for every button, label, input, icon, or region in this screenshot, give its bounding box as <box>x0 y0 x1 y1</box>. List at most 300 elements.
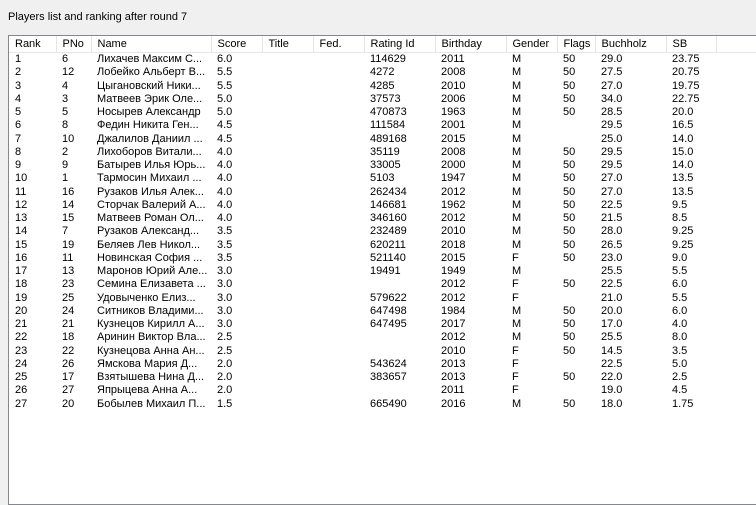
cell-name: Лобейко Альберт В... <box>97 66 206 79</box>
cell-rank: 15 <box>15 238 28 251</box>
cell-pno: 24 <box>62 304 75 317</box>
cell-title <box>262 239 313 252</box>
cell-filler <box>716 53 756 67</box>
column-header-rank[interactable]: Rank <box>9 36 56 53</box>
cell-rating-id: 37573 <box>370 92 401 105</box>
cell-pno: 20 <box>62 397 75 410</box>
cell-pno: 27 <box>62 384 75 397</box>
cell-gender: F <box>512 357 519 370</box>
cell-name: Ситников Владими... <box>97 304 204 317</box>
cell-rating-id: 647498 <box>370 304 407 317</box>
cell-flags: 50 <box>563 225 576 238</box>
cell-score: 4.0 <box>217 212 233 225</box>
cell-fed <box>313 106 364 119</box>
cell-score: 4.0 <box>217 172 233 185</box>
column-header-buchholz[interactable]: Buchholz <box>595 36 666 53</box>
cell-buchholz: 34.0 <box>601 92 623 105</box>
cell-gender: M <box>512 265 522 278</box>
cell-flags <box>557 292 595 305</box>
cell-gender: M <box>512 212 522 225</box>
cell-sb: 1.75 <box>672 397 694 410</box>
cell-birthday: 2008 <box>441 145 466 158</box>
cell-gender: M <box>512 79 522 92</box>
cell-filler <box>716 133 756 146</box>
cell-rating-id: 35119 <box>370 145 400 158</box>
cell-rank: 4 <box>15 92 22 105</box>
cell-score: 3.0 <box>217 278 233 291</box>
column-header-gender[interactable]: Gender <box>506 36 557 53</box>
cell-rank: 16 <box>15 251 28 264</box>
cell-title <box>262 331 313 344</box>
cell-filler <box>716 159 756 172</box>
cell-name: Бобылев Михаил П... <box>97 397 206 410</box>
cell-filler <box>716 318 756 331</box>
cell-title <box>262 305 313 318</box>
cell-birthday: 1962 <box>441 198 466 211</box>
cell-rating-id: 543624 <box>370 357 407 370</box>
column-header-sb[interactable]: SB <box>666 36 716 53</box>
cell-buchholz: 20.0 <box>601 304 623 317</box>
cell-score: 3.0 <box>217 291 233 304</box>
cell-birthday: 2011 <box>441 384 465 397</box>
cell-gender: M <box>512 132 522 145</box>
cell-score: 3.5 <box>217 225 233 238</box>
cell-rating-id: 146681 <box>370 198 407 211</box>
table-row[interactable] <box>9 106 756 119</box>
players-table <box>9 36 756 411</box>
cell-title <box>262 159 313 172</box>
cell-rating-id: 232489 <box>370 225 407 238</box>
cell-score: 5.0 <box>217 92 233 105</box>
cell-pno: 26 <box>62 357 75 370</box>
cell-buchholz: 27.5 <box>601 66 623 79</box>
table-row[interactable] <box>9 305 756 318</box>
cell-title <box>262 146 313 159</box>
cell-buchholz: 25.5 <box>601 265 623 278</box>
cell-gender: M <box>512 159 522 172</box>
cell-rating-id <box>364 384 435 397</box>
cell-rating-id: 33005 <box>370 159 401 172</box>
cell-filler <box>716 371 756 384</box>
cell-rating-id: 489168 <box>370 132 407 145</box>
cell-pno: 19 <box>62 238 75 251</box>
cell-fed <box>313 66 364 79</box>
cell-buchholz: 22.0 <box>601 371 623 384</box>
cell-flags: 50 <box>563 198 576 211</box>
cell-pno: 8 <box>62 119 69 132</box>
cell-fed <box>313 358 364 371</box>
cell-flags: 50 <box>563 53 576 66</box>
cell-buchholz: 27.0 <box>601 172 623 185</box>
cell-flags <box>557 265 595 278</box>
cell-birthday: 2010 <box>441 225 466 238</box>
cell-buchholz: 27.0 <box>601 185 623 198</box>
cell-birthday: 2012 <box>441 291 466 304</box>
cell-rank: 23 <box>15 344 28 357</box>
cell-sb: 8.0 <box>672 331 688 344</box>
cell-filler <box>716 119 756 132</box>
cell-birthday: 2012 <box>441 278 466 291</box>
cell-pno: 7 <box>62 225 69 238</box>
table-row[interactable] <box>9 278 756 291</box>
cell-title <box>262 358 313 371</box>
table-row[interactable] <box>9 186 756 199</box>
cell-name: Взятышева Нина Д... <box>97 371 205 384</box>
cell-fed <box>313 239 364 252</box>
cell-filler <box>716 93 756 106</box>
cell-gender: M <box>512 198 522 211</box>
cell-birthday: 1949 <box>441 265 466 278</box>
cell-gender: M <box>512 185 522 198</box>
cell-pno: 4 <box>62 79 69 92</box>
cell-birthday: 2018 <box>441 238 466 251</box>
cell-gender: M <box>512 145 522 158</box>
cell-score: 3.0 <box>217 304 233 317</box>
cell-title <box>262 186 313 199</box>
table-row[interactable] <box>9 252 756 265</box>
cell-rank: 6 <box>15 119 22 132</box>
cell-flags: 50 <box>563 172 576 185</box>
table-row[interactable] <box>9 159 756 172</box>
column-header-fed[interactable]: Fed. <box>313 36 364 53</box>
cell-name: Лихоборов Витали... <box>97 145 202 158</box>
cell-filler <box>716 384 756 397</box>
table-row[interactable] <box>9 133 756 146</box>
table-row[interactable] <box>9 119 756 132</box>
cell-birthday: 2015 <box>441 132 466 145</box>
cell-flags: 50 <box>563 79 576 92</box>
cell-title <box>262 106 313 119</box>
cell-score: 4.0 <box>217 198 233 211</box>
cell-buchholz: 21.0 <box>601 291 623 304</box>
cell-gender: F <box>512 371 519 384</box>
cell-buchholz: 25.5 <box>601 331 623 344</box>
cell-sb: 6.0 <box>672 278 688 291</box>
cell-flags: 50 <box>563 185 576 198</box>
cell-rating-id: 262434 <box>370 185 407 198</box>
cell-score: 4.0 <box>217 159 233 172</box>
table-row[interactable] <box>9 93 756 106</box>
table-row[interactable] <box>9 199 756 212</box>
table-row[interactable] <box>9 371 756 384</box>
cell-filler <box>716 239 756 252</box>
cell-fed <box>313 252 364 265</box>
cell-gender: F <box>512 278 519 291</box>
table-row[interactable] <box>9 53 756 67</box>
cell-name: Рузаков Александ... <box>97 225 200 238</box>
cell-fed <box>313 384 364 397</box>
cell-pno: 5 <box>62 106 69 119</box>
cell-name: Новинская София ... <box>97 251 203 264</box>
cell-title <box>262 53 313 67</box>
cell-title <box>262 398 313 411</box>
cell-pno: 11 <box>62 251 74 264</box>
cell-pno: 2 <box>62 145 69 158</box>
table-row[interactable] <box>9 212 756 225</box>
cell-score: 2.5 <box>217 344 233 357</box>
cell-pno: 6 <box>62 53 69 66</box>
cell-filler <box>716 80 756 93</box>
cell-name: Матвеев Эрик Оле... <box>97 92 203 105</box>
cell-rating-id <box>364 331 435 344</box>
cell-pno: 23 <box>62 278 75 291</box>
cell-title <box>262 384 313 397</box>
cell-name: Федин Никита Ген... <box>97 119 199 132</box>
cell-score: 2.0 <box>217 384 233 397</box>
cell-flags: 50 <box>563 331 576 344</box>
cell-name: Кузнецова Анна Ан... <box>97 344 205 357</box>
cell-title <box>262 80 313 93</box>
cell-name: Носырев Александр <box>97 106 201 119</box>
table-row[interactable] <box>9 318 756 331</box>
cell-buchholz: 29.5 <box>601 145 623 158</box>
cell-sb: 9.25 <box>672 238 694 251</box>
cell-rank: 2 <box>15 66 22 79</box>
cell-flags: 50 <box>563 238 576 251</box>
cell-flags <box>557 133 595 146</box>
cell-title <box>262 371 313 384</box>
players-list[interactable] <box>8 35 756 505</box>
cell-birthday: 2012 <box>441 185 466 198</box>
cell-rating-id: 521140 <box>370 251 406 264</box>
cell-filler <box>716 358 756 371</box>
cell-name: Удовыченко Елиз... <box>97 291 196 304</box>
cell-sb: 5.5 <box>672 265 688 278</box>
cell-name: Тармосин Михаил ... <box>97 172 202 185</box>
cell-fed <box>313 93 364 106</box>
cell-rank: 12 <box>15 198 28 211</box>
table-row[interactable] <box>9 384 756 397</box>
cell-sb: 14.0 <box>672 159 694 172</box>
cell-flags: 50 <box>563 318 576 331</box>
cell-score: 4.0 <box>217 145 233 158</box>
cell-pno: 10 <box>62 132 75 145</box>
cell-pno: 9 <box>62 159 69 172</box>
cell-buchholz: 23.0 <box>601 251 623 264</box>
cell-birthday: 2013 <box>441 357 466 370</box>
cell-birthday: 2012 <box>441 331 466 344</box>
cell-birthday: 2012 <box>441 212 466 225</box>
cell-filler <box>716 199 756 212</box>
cell-pno: 25 <box>62 291 75 304</box>
cell-rank: 22 <box>15 331 28 344</box>
cell-name: Батырев Илья Юрь... <box>97 159 206 172</box>
cell-rating-id: 4285 <box>370 79 395 92</box>
cell-fed <box>313 146 364 159</box>
cell-flags <box>557 119 595 132</box>
cell-sb: 9.5 <box>672 198 688 211</box>
table-row[interactable] <box>9 239 756 252</box>
cell-gender: M <box>512 238 522 251</box>
header-row <box>9 36 756 53</box>
cell-sb: 20.75 <box>672 66 700 79</box>
cell-fed <box>313 186 364 199</box>
column-header-filler <box>716 36 756 53</box>
cell-buchholz: 29.0 <box>601 53 623 66</box>
table-body <box>9 53 756 411</box>
cell-fed <box>313 305 364 318</box>
table-row[interactable] <box>9 66 756 79</box>
cell-name: Рузаков Илья Алек... <box>97 185 204 198</box>
cell-gender: M <box>512 318 522 331</box>
cell-gender: M <box>512 92 522 105</box>
cell-pno: 14 <box>62 198 75 211</box>
cell-sb: 5.0 <box>672 357 688 370</box>
cell-fed <box>313 225 364 238</box>
cell-filler <box>716 146 756 159</box>
column-header-rating-id[interactable]: Rating Id <box>364 36 435 53</box>
column-header-pno[interactable]: PNo <box>56 36 91 53</box>
cell-rating-id <box>364 345 435 358</box>
cell-name: Беляев Лев Никол... <box>97 238 201 251</box>
column-header-score[interactable]: Score <box>211 36 262 53</box>
cell-score: 4.5 <box>217 132 233 145</box>
cell-gender: F <box>512 384 519 397</box>
cell-pno: 16 <box>62 185 75 198</box>
cell-title <box>262 225 313 238</box>
cell-filler <box>716 252 756 265</box>
cell-score: 2.0 <box>217 357 233 370</box>
cell-rank: 25 <box>15 371 28 384</box>
table-row[interactable] <box>9 292 756 305</box>
cell-sb: 13.5 <box>672 185 694 198</box>
cell-title <box>262 119 313 132</box>
cell-rank: 8 <box>15 145 22 158</box>
cell-birthday: 1947 <box>441 172 466 185</box>
cell-sb: 8.5 <box>672 212 688 225</box>
table-row[interactable] <box>9 358 756 371</box>
cell-birthday: 2008 <box>441 66 466 79</box>
column-header-birthday[interactable]: Birthday <box>435 36 506 53</box>
cell-filler <box>716 225 756 238</box>
cell-rank: 19 <box>15 291 28 304</box>
cell-fed <box>313 331 364 344</box>
cell-title <box>262 292 313 305</box>
cell-sb: 19.75 <box>672 79 700 92</box>
cell-fed <box>313 345 364 358</box>
cell-buchholz: 28.5 <box>601 106 623 119</box>
cell-pno: 17 <box>62 371 75 384</box>
cell-rank: 13 <box>15 212 28 225</box>
cell-rank: 1 <box>15 53 22 66</box>
cell-name: Ямскова Мария Д... <box>97 357 198 370</box>
cell-flags: 50 <box>563 344 576 357</box>
table-row[interactable] <box>9 80 756 93</box>
cell-filler <box>716 345 756 358</box>
cell-gender: M <box>512 53 522 66</box>
cell-filler <box>716 186 756 199</box>
cell-flags: 50 <box>563 212 576 225</box>
cell-score: 2.5 <box>217 331 233 344</box>
cell-flags: 50 <box>563 92 576 105</box>
cell-rank: 20 <box>15 304 28 317</box>
cell-rank: 24 <box>15 357 28 370</box>
cell-flags: 50 <box>563 278 576 291</box>
table-row[interactable] <box>9 398 756 411</box>
table-row[interactable] <box>9 265 756 278</box>
cell-score: 3.0 <box>217 265 233 278</box>
column-header-flags[interactable]: Flags <box>557 36 595 53</box>
cell-rank: 14 <box>15 225 28 238</box>
cell-pno: 1 <box>62 172 69 185</box>
cell-sb: 5.5 <box>672 291 688 304</box>
cell-gender: M <box>512 119 522 132</box>
cell-buchholz: 25.0 <box>601 132 623 145</box>
column-header-title[interactable]: Title <box>262 36 313 53</box>
cell-buchholz: 21.5 <box>601 212 623 225</box>
cell-birthday: 2010 <box>441 79 466 92</box>
cell-score: 3.5 <box>217 251 233 264</box>
cell-buchholz: 29.5 <box>601 119 623 132</box>
cell-gender: M <box>512 66 522 79</box>
table-row[interactable] <box>9 146 756 159</box>
cell-title <box>262 93 313 106</box>
cell-rank: 11 <box>15 185 27 198</box>
table-row[interactable] <box>9 331 756 344</box>
cell-score: 5.5 <box>217 66 233 79</box>
cell-birthday: 2000 <box>441 159 466 172</box>
cell-birthday: 1984 <box>441 304 466 317</box>
cell-filler <box>716 278 756 291</box>
cell-flags: 50 <box>563 397 576 410</box>
cell-name: Аринин Виктор Вла... <box>97 331 206 344</box>
cell-flags: 50 <box>563 66 576 79</box>
cell-fed <box>313 133 364 146</box>
cell-gender: M <box>512 397 522 410</box>
cell-score: 4.0 <box>217 185 233 198</box>
cell-fed <box>313 371 364 384</box>
cell-filler <box>716 172 756 185</box>
cell-gender: M <box>512 331 522 344</box>
cell-birthday: 2015 <box>441 251 466 264</box>
cell-flags: 50 <box>563 106 576 119</box>
cell-gender: F <box>512 291 519 304</box>
cell-rating-id <box>364 278 435 291</box>
cell-sb: 3.5 <box>672 344 688 357</box>
cell-title <box>262 212 313 225</box>
cell-name: Япрыцева Анна А... <box>97 384 198 397</box>
cell-rank: 9 <box>15 159 22 172</box>
cell-sb: 9.25 <box>672 225 694 238</box>
cell-flags: 50 <box>563 251 576 264</box>
cell-flags: 50 <box>563 159 576 172</box>
cell-rank: 27 <box>15 397 28 410</box>
cell-fed <box>313 278 364 291</box>
cell-score: 4.5 <box>217 119 233 132</box>
table-row[interactable] <box>9 172 756 185</box>
cell-gender: M <box>512 225 522 238</box>
cell-pno: 18 <box>62 331 75 344</box>
cell-rank: 10 <box>15 172 28 185</box>
cell-fed <box>313 159 364 172</box>
cell-title <box>262 133 313 146</box>
cell-title <box>262 66 313 79</box>
cell-fed <box>313 199 364 212</box>
table-row[interactable] <box>9 225 756 238</box>
table-row[interactable] <box>9 345 756 358</box>
cell-gender: M <box>512 304 522 317</box>
cell-fed <box>313 292 364 305</box>
cell-sb: 14.0 <box>672 132 694 145</box>
cell-pno: 21 <box>62 318 75 331</box>
cell-rating-id: 5103 <box>370 172 395 185</box>
cell-rank: 3 <box>15 79 22 92</box>
cell-buchholz: 22.5 <box>601 357 623 370</box>
cell-rank: 17 <box>15 265 28 278</box>
cell-rating-id: 665490 <box>370 397 407 410</box>
cell-sb: 20.0 <box>672 106 694 119</box>
column-header-name[interactable]: Name <box>91 36 211 53</box>
